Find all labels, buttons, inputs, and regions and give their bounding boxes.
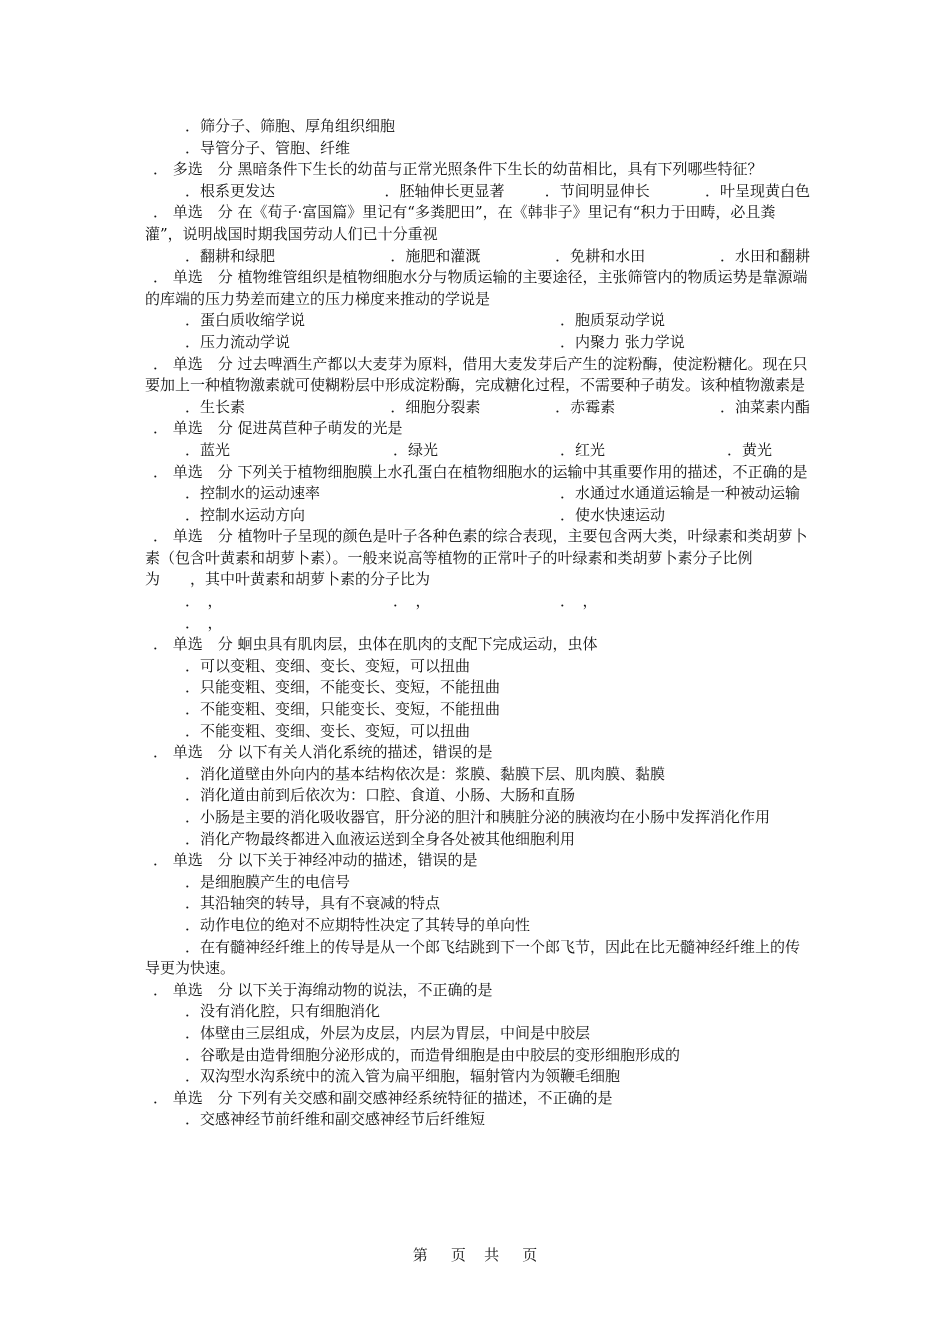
answer-option: ．消化道壁由外向内的基本结构依次是：浆膜、黏膜下层、肌肉膜、黏膜 [185, 764, 666, 783]
answer-option: ．动作电位的绝对不应期特性决定了其转导的单向性 [185, 915, 531, 934]
answer-option: ．生长素 [185, 397, 246, 416]
option-row [145, 332, 810, 354]
question-stem: ． 单选 分 蛔虫具有肌肉层，虫体在肌肉的支配下完成运动，虫体 [153, 635, 598, 654]
question-stem: ． 单选 分 在《荀子·富国篇》里记有“多粪肥田”，在《韩非子》里记有“积力于田畴，必且粪灌”，说明战国时期我国劳动人们已十分重视 [145, 203, 776, 243]
answer-option: ． ， [560, 592, 598, 611]
answer-option: ．可以变粗、变细、变长、变短，可以扭曲 [185, 656, 471, 675]
option-row [145, 483, 810, 505]
question-stem: ． 单选 分 植物维管组织是植物细胞水分与物质运输的主要途径，主张筛管内的物质运势是靠源端的库端的压力势差而建立的压力梯度来推动的学说是 [145, 268, 808, 308]
option-row [145, 246, 810, 268]
question-stem: ． 单选 分 以下关于神经冲动的描述，错误的是 [153, 851, 478, 870]
answer-option: ．黄光 [727, 440, 773, 459]
option-row [145, 397, 810, 419]
answer-option: ． ， [393, 592, 431, 611]
question-stem: ． 单选 分 下列关于植物细胞膜上水孔蛋白在植物细胞水的运输中其重要作用的描述，不正确的是 [153, 462, 808, 481]
answer-option: ．体壁由三层组成，外层为皮层，内层为胃层，中间是中胶层 [185, 1023, 591, 1042]
answer-option: ．免耕和水田 [555, 246, 646, 265]
answer-option: ．水通过水通道运输是一种被动运输 [560, 484, 801, 503]
answer-option: ．是细胞膜产生的电信号 [185, 872, 351, 891]
option-row [145, 440, 810, 462]
answer-option: ．其沿轴突的转导，具有不衰减的特点 [185, 894, 441, 913]
question-stem: ． 单选 分 以下有关人消化系统的描述，错误的是 [153, 743, 493, 762]
answer-option: ．红光 [560, 440, 606, 459]
footer-ye: 页 [450, 1246, 466, 1264]
question-stem: ． 单选 分 促进莴苣种子萌发的光是 [153, 419, 403, 438]
answer-option: ．双沟型水沟系统中的流入管为扁平细胞，辐射管内为领鞭毛细胞 [185, 1067, 621, 1086]
answer-option: ．不能变粗、变细，只能变长、变短，不能扭曲 [185, 700, 501, 719]
answer-option: ．根系更发达 [185, 181, 276, 200]
answer-option: ．胚轴伸长更显著 [384, 181, 505, 200]
answer-option: ．不能变粗、变细、变长、变短，可以扭曲 [185, 721, 471, 740]
answer-option: ．消化产物最终都进入血液运送到全身各处被其他细胞利用 [185, 829, 576, 848]
question-stem: ． 单选 分 以下关于海绵动物的说法，不正确的是 [153, 980, 493, 999]
answer-option: ．叶呈现黄白色 [704, 181, 810, 200]
answer-option: ．胞质泵动学说 [560, 311, 666, 330]
answer-option: ．只能变粗、变细，不能变长、变短，不能扭曲 [185, 678, 501, 697]
option-row [145, 310, 810, 332]
answer-option: ． ， [185, 613, 223, 632]
footer-di: 第 [412, 1246, 428, 1264]
footer-gong: 共 [484, 1246, 500, 1264]
answer-option: ．赤霉素 [555, 397, 616, 416]
option-row [145, 613, 810, 635]
option-row [145, 505, 810, 527]
answer-option: ．绿光 [393, 440, 439, 459]
answer-option: ．施肥和灌溉 [390, 246, 481, 265]
footer-ye2: 页 [522, 1246, 538, 1264]
answer-option: ．小肠是主要的消化吸收器官，肝分泌的胆汁和胰脏分泌的胰液均在小肠中发挥消化作用 [185, 808, 771, 826]
answer-option: ．控制水运动方向 [185, 505, 306, 524]
answer-option: ．水田和翻耕 [720, 246, 811, 265]
answer-option: ．导管分子、管胞、纤维 [185, 138, 351, 157]
answer-option: ．内聚力 张力学说 [560, 332, 685, 351]
answer-option: ．压力流动学说 [185, 332, 291, 351]
question-list [145, 116, 810, 1131]
question-stem: ． 多选 分 黑暗条件下生长的幼苗与正常光照条件下生长的幼苗相比，具有下列哪些特征？ [153, 160, 763, 179]
answer-option: ．交感神经节前纤维和副交感神经节后纤维短 [185, 1110, 486, 1129]
page-footer [0, 1244, 950, 1265]
answer-option: ．消化道由前到后依次为：口腔、食道、小肠、大肠和直肠 [185, 786, 576, 805]
answer-option: ．在有髓神经纤维上的传导是从一个郎飞结跳到下一个郎飞节，因此在比无髓神经纤维上的传导更为快速。 [145, 937, 801, 978]
question-stem: ． 单选 分 植物叶子呈现的颜色是叶子各种色素的综合表现，主要包含两大类，叶绿素和类胡萝卜素（包含叶黄素和胡萝卜素）。一般来说高等植物的正常叶子的叶绿素和类胡萝卜素分子比例为 ，其中叶黄素和胡萝卜素的分子比为 [145, 527, 808, 589]
answer-option: ．谷歌是由造骨细胞分泌形成的，而造骨细胞是由中胶层的变形细胞形成的 [185, 1045, 681, 1064]
answer-option: ． ， [185, 592, 223, 611]
answer-option: ．没有消化腔，只有细胞消化 [185, 1002, 381, 1021]
answer-option: ．蛋白质收缩学说 [185, 311, 306, 330]
answer-option: ．蓝光 [185, 440, 231, 459]
answer-option: ．节间明显伸长 [544, 181, 650, 200]
answer-option: ．筛分子、筛胞、厚角组织细胞 [185, 117, 396, 135]
question-stem: ． 单选 分 过去啤酒生产都以大麦芽为原料，借用大麦发芽后产生的淀粉酶，使淀粉糖化。现在只要加上一种植物激素就可使糊粉层中形成淀粉酶，完成糖化过程，不需要种子萌发。该种植物激素是 [145, 354, 808, 395]
question-stem: ． 单选 分 下列有关交感和副交感神经系统特征的描述，不正确的是 [153, 1088, 613, 1107]
answer-option: ．细胞分裂素 [390, 397, 481, 416]
answer-option: ．翻耕和绿肥 [185, 246, 276, 265]
option-row [145, 591, 810, 613]
answer-option: ．使水快速运动 [560, 505, 666, 524]
option-row [145, 181, 810, 203]
answer-option: ．油菜素内酯 [720, 397, 811, 416]
answer-option: ．控制水的运动速率 [185, 484, 321, 503]
